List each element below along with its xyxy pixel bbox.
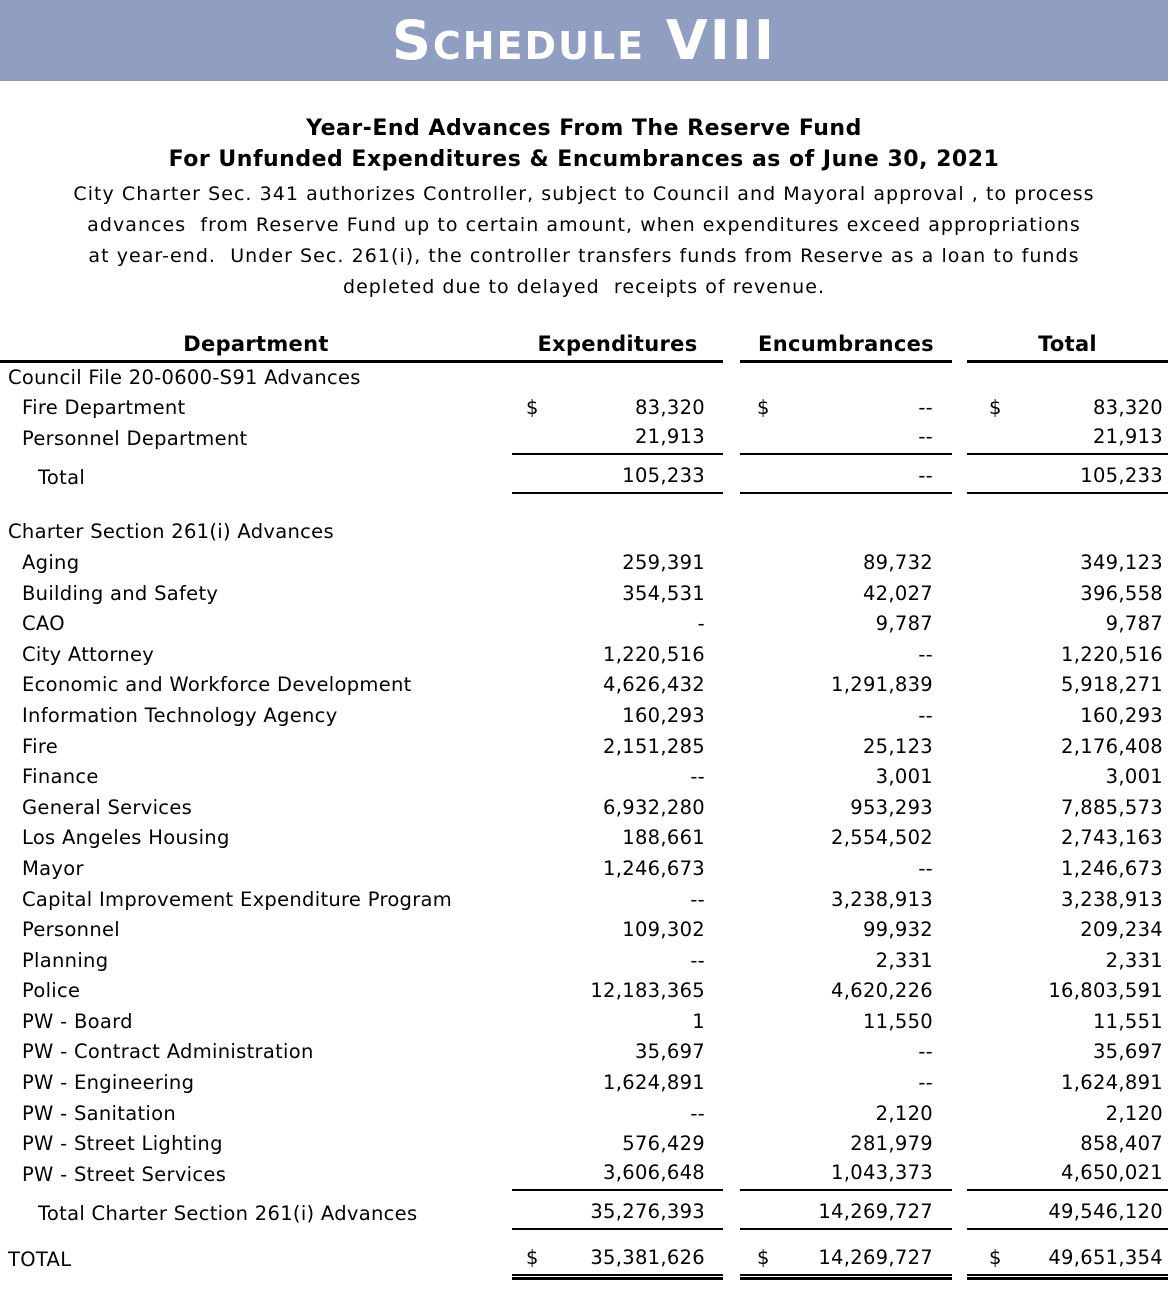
exp-amount: 1,220,516 <box>603 642 705 666</box>
table-row <box>0 610 1168 641</box>
tot-amount: 1,220,516 <box>1061 642 1163 666</box>
table-row <box>0 793 1168 824</box>
tot-amount: 3,238,913 <box>1061 887 1163 911</box>
exp-value <box>512 425 723 455</box>
department-label: Information Technology Agency <box>22 703 338 727</box>
tot-value <box>967 826 1168 854</box>
tot-value <box>967 582 1168 610</box>
tot-value <box>967 1200 1168 1230</box>
table-row <box>0 671 1168 702</box>
section-total-label: Total <box>38 465 86 489</box>
enc-value <box>740 673 952 701</box>
table-body <box>0 363 1168 1276</box>
section-header-row <box>0 518 1168 549</box>
exp-value <box>512 1071 723 1099</box>
enc-amount: 1,291,839 <box>831 673 933 697</box>
enc-amount: 3,238,913 <box>831 887 933 911</box>
exp-value <box>512 673 723 701</box>
tot-value <box>967 551 1168 579</box>
tot-amount: 49,546,120 <box>1048 1199 1163 1223</box>
enc-value <box>740 796 952 824</box>
department-label: Capital Improvement Expenditure Program <box>22 887 453 911</box>
exp-value <box>512 765 723 793</box>
tot-value <box>967 1132 1168 1160</box>
enc-amount: -- <box>918 703 933 727</box>
tot-value <box>967 1102 1168 1130</box>
enc-value <box>740 1246 952 1276</box>
column-header-total: Total <box>967 332 1168 363</box>
department-label: City Attorney <box>22 642 155 666</box>
section-header-row <box>0 363 1168 394</box>
department-label: PW - Contract Administration <box>22 1040 314 1064</box>
tot-value <box>967 396 1168 424</box>
department-label: Personnel Department <box>22 426 248 450</box>
exp-value <box>512 735 723 763</box>
table-header-row <box>0 327 1168 363</box>
exp-amount: 2,151,285 <box>603 734 705 758</box>
enc-value <box>740 582 952 610</box>
tot-value <box>967 1071 1168 1099</box>
table-row <box>0 824 1168 855</box>
exp-amount: 1,246,673 <box>603 856 705 880</box>
enc-value <box>740 389 952 394</box>
enc-value <box>740 1040 952 1068</box>
enc-amount: 3,001 <box>875 765 933 789</box>
enc-value <box>740 612 952 640</box>
intro-line-3: at year-end. Under Sec. 261(i), the controller transfers funds from Reserve as a loan to funds <box>88 245 1080 267</box>
table-row <box>0 885 1168 916</box>
intro-paragraph <box>0 179 1168 303</box>
tot-value <box>967 1161 1168 1191</box>
section-total-row <box>0 455 1168 494</box>
tot-value <box>967 464 1168 494</box>
enc-value <box>740 1200 952 1230</box>
tot-amount: 21,913 <box>1092 424 1163 448</box>
enc-amount: 9,787 <box>875 612 933 636</box>
table-row <box>0 424 1168 455</box>
exp-amount: 1,624,891 <box>603 1071 705 1095</box>
department-label: Building and Safety <box>22 581 219 605</box>
exp-value <box>512 389 723 394</box>
banner <box>0 0 1168 81</box>
table-row <box>0 732 1168 763</box>
tot-amount: 1,624,891 <box>1061 1071 1163 1095</box>
tot-amount: 2,743,163 <box>1061 826 1163 850</box>
enc-value <box>740 1071 952 1099</box>
tot-amount: 349,123 <box>1080 550 1163 574</box>
tot-amount: 1,246,673 <box>1061 856 1163 880</box>
column-header-encumbrances: Encumbrances <box>740 332 952 363</box>
tot-amount: 7,885,573 <box>1061 795 1163 819</box>
tot-value <box>967 1010 1168 1038</box>
currency-symbol: $ <box>757 396 770 420</box>
enc-value <box>740 949 952 977</box>
enc-value <box>740 918 952 946</box>
department-label: Mayor <box>22 856 84 880</box>
exp-amount: 21,913 <box>634 424 705 448</box>
tot-amount: 3,001 <box>1105 765 1163 789</box>
tot-value <box>967 918 1168 946</box>
exp-value <box>512 612 723 640</box>
exp-value <box>512 857 723 885</box>
enc-amount: -- <box>918 463 933 487</box>
table-row <box>0 701 1168 732</box>
tot-value <box>967 979 1168 1007</box>
tot-value <box>967 612 1168 640</box>
department-label: Economic and Workforce Development <box>22 673 412 697</box>
table-row <box>0 1068 1168 1099</box>
exp-value <box>512 826 723 854</box>
tot-amount: 160,293 <box>1080 703 1163 727</box>
tot-value <box>967 796 1168 824</box>
tot-value <box>967 425 1168 455</box>
currency-symbol: $ <box>526 396 539 420</box>
enc-value <box>740 551 952 579</box>
tot-amount: 4,650,021 <box>1061 1160 1163 1184</box>
tot-amount: 49,651,354 <box>1048 1245 1163 1269</box>
currency-symbol: $ <box>526 1245 539 1269</box>
table-row <box>0 854 1168 885</box>
table-row <box>0 640 1168 671</box>
enc-value <box>740 888 952 916</box>
table-row <box>0 579 1168 610</box>
enc-value <box>740 1161 952 1191</box>
exp-value <box>512 1040 723 1068</box>
exp-value <box>512 396 723 424</box>
tot-value <box>967 949 1168 977</box>
department-label: Planning <box>22 948 109 972</box>
department-label: Aging <box>22 550 80 574</box>
department-label: Fire <box>22 734 59 758</box>
exp-value <box>512 1102 723 1130</box>
exp-value <box>512 1010 723 1038</box>
grand-total-label: TOTAL <box>8 1247 72 1271</box>
department-label: General Services <box>22 795 193 819</box>
enc-amount: -- <box>918 396 933 420</box>
enc-value <box>740 735 952 763</box>
column-header-department: Department <box>0 332 512 363</box>
intro-line-4: depleted due to delayed receipts of revenue. <box>342 276 826 298</box>
department-label: CAO <box>22 612 65 636</box>
table-row <box>0 1130 1168 1161</box>
tot-amount: 858,407 <box>1080 1132 1163 1156</box>
enc-amount: 89,732 <box>862 550 933 574</box>
tot-amount: 83,320 <box>1092 396 1163 420</box>
exp-amount: 35,697 <box>634 1040 705 1064</box>
tot-amount: 11,551 <box>1092 1009 1163 1033</box>
enc-amount: 14,269,727 <box>818 1199 933 1223</box>
exp-amount: 188,661 <box>622 826 705 850</box>
table-row <box>0 1160 1168 1191</box>
exp-amount: 35,276,393 <box>590 1199 705 1223</box>
currency-symbol: $ <box>757 1245 770 1269</box>
exp-amount: 3,606,648 <box>603 1160 705 1184</box>
exp-amount: 259,391 <box>622 550 705 574</box>
department-label: Los Angeles Housing <box>22 826 230 850</box>
exp-amount: 83,320 <box>634 396 705 420</box>
exp-value <box>512 979 723 1007</box>
enc-value <box>740 643 952 671</box>
exp-value <box>512 464 723 494</box>
section-header-label: Council File 20-0600-S91 Advances <box>8 365 361 389</box>
department-label: PW - Sanitation <box>22 1101 177 1125</box>
tot-value <box>967 673 1168 701</box>
enc-amount: -- <box>918 1040 933 1064</box>
department-label: PW - Street Services <box>22 1162 227 1186</box>
enc-amount: -- <box>918 1071 933 1095</box>
tot-value <box>967 1040 1168 1068</box>
enc-value <box>740 1010 952 1038</box>
department-label: Fire Department <box>22 396 186 420</box>
enc-amount: -- <box>918 856 933 880</box>
advances-table <box>0 327 1168 1276</box>
exp-value <box>512 582 723 610</box>
section-total-label: Total Charter Section 261(i) Advances <box>38 1201 418 1225</box>
enc-value <box>740 464 952 494</box>
enc-amount: 281,979 <box>850 1132 933 1156</box>
enc-value <box>740 857 952 885</box>
table-row <box>0 763 1168 794</box>
tot-value <box>967 888 1168 916</box>
exp-amount: -- <box>690 765 705 789</box>
table-row <box>0 977 1168 1008</box>
exp-value <box>512 1200 723 1230</box>
enc-amount: 1,043,373 <box>831 1160 933 1184</box>
enc-amount: 2,331 <box>875 948 933 972</box>
enc-value <box>740 979 952 1007</box>
intro-line-1: City Charter Sec. 341 authorizes Controller, subject to Council and Mayoral approval , to process <box>73 183 1095 205</box>
exp-value <box>512 888 723 916</box>
exp-amount: -- <box>690 948 705 972</box>
exp-amount: -- <box>690 887 705 911</box>
grand-total-row <box>0 1233 1168 1276</box>
enc-amount: 2,554,502 <box>831 826 933 850</box>
exp-amount: -- <box>690 1101 705 1125</box>
tot-amount: 2,176,408 <box>1061 734 1163 758</box>
table-row <box>0 946 1168 977</box>
report-title-line2: For Unfunded Expenditures & Encumbrances as of June 30, 2021 <box>168 147 1000 172</box>
tot-amount: 9,787 <box>1105 612 1163 636</box>
tot-amount: 16,803,591 <box>1048 979 1163 1003</box>
table-row <box>0 1038 1168 1069</box>
exp-amount: 6,932,280 <box>603 795 705 819</box>
tot-value <box>967 389 1168 394</box>
table-row <box>0 916 1168 947</box>
enc-value <box>740 826 952 854</box>
column-header-expenditures: Expenditures <box>512 332 723 363</box>
exp-amount: 12,183,365 <box>590 979 705 1003</box>
tot-value <box>967 704 1168 732</box>
enc-amount: 2,120 <box>875 1101 933 1125</box>
exp-value <box>512 704 723 732</box>
department-label: Police <box>22 979 81 1003</box>
exp-value <box>512 551 723 579</box>
tot-value <box>967 543 1168 548</box>
tot-amount: 105,233 <box>1080 463 1163 487</box>
department-label: PW - Street Lighting <box>22 1132 223 1156</box>
tot-value <box>967 735 1168 763</box>
tot-value <box>967 643 1168 671</box>
enc-value <box>740 543 952 548</box>
tot-amount: 2,120 <box>1105 1101 1163 1125</box>
department-label: PW - Board <box>22 1009 133 1033</box>
tot-amount: 396,558 <box>1080 581 1163 605</box>
exp-amount: 35,381,626 <box>590 1245 705 1269</box>
tot-value <box>967 1246 1168 1276</box>
exp-value <box>512 949 723 977</box>
exp-amount: 4,626,432 <box>603 673 705 697</box>
exp-value <box>512 918 723 946</box>
department-label: PW - Engineering <box>22 1071 195 1095</box>
tot-amount: 5,918,271 <box>1061 673 1163 697</box>
report-heading <box>0 113 1168 175</box>
tot-amount: 209,234 <box>1080 918 1163 942</box>
exp-value <box>512 1246 723 1276</box>
tot-value <box>967 765 1168 793</box>
report-title-line1: Year-End Advances From The Reserve Fund <box>306 116 862 141</box>
enc-amount: -- <box>918 642 933 666</box>
enc-amount: -- <box>918 424 933 448</box>
exp-amount: 1 <box>692 1009 705 1033</box>
enc-amount: 99,932 <box>862 918 933 942</box>
tot-amount: 2,331 <box>1105 948 1163 972</box>
page-title: Schedule VIII <box>392 8 776 72</box>
enc-value <box>740 396 952 424</box>
tot-amount: 35,697 <box>1092 1040 1163 1064</box>
enc-amount: 14,269,727 <box>818 1245 933 1269</box>
enc-value <box>740 704 952 732</box>
exp-value <box>512 643 723 671</box>
exp-value <box>512 1132 723 1160</box>
tot-value <box>967 857 1168 885</box>
intro-line-2: advances from Reserve Fund up to certain amount, when expenditures exceed appropriations <box>87 214 1081 236</box>
table-row <box>0 1007 1168 1038</box>
enc-amount: 4,620,226 <box>831 979 933 1003</box>
section-total-row <box>0 1191 1168 1230</box>
department-label: Personnel <box>22 918 121 942</box>
exp-amount: 354,531 <box>622 581 705 605</box>
table-row <box>0 1099 1168 1130</box>
enc-value <box>740 1132 952 1160</box>
enc-value <box>740 765 952 793</box>
exp-amount: 109,302 <box>622 918 705 942</box>
exp-amount: 105,233 <box>622 463 705 487</box>
enc-amount: 25,123 <box>862 734 933 758</box>
enc-amount: 11,550 <box>862 1009 933 1033</box>
enc-amount: 953,293 <box>850 795 933 819</box>
exp-value <box>512 796 723 824</box>
enc-value <box>740 425 952 455</box>
currency-symbol: $ <box>989 1245 1002 1269</box>
enc-amount: 42,027 <box>862 581 933 605</box>
department-label: Finance <box>22 765 99 789</box>
exp-amount: 576,429 <box>622 1132 705 1156</box>
exp-amount: 160,293 <box>622 703 705 727</box>
table-row <box>0 394 1168 425</box>
exp-value <box>512 543 723 548</box>
table-row <box>0 548 1168 579</box>
section-header-label: Charter Section 261(i) Advances <box>8 520 334 544</box>
currency-symbol: $ <box>989 396 1002 420</box>
exp-value <box>512 1161 723 1191</box>
enc-value <box>740 1102 952 1130</box>
exp-amount: - <box>697 612 705 636</box>
